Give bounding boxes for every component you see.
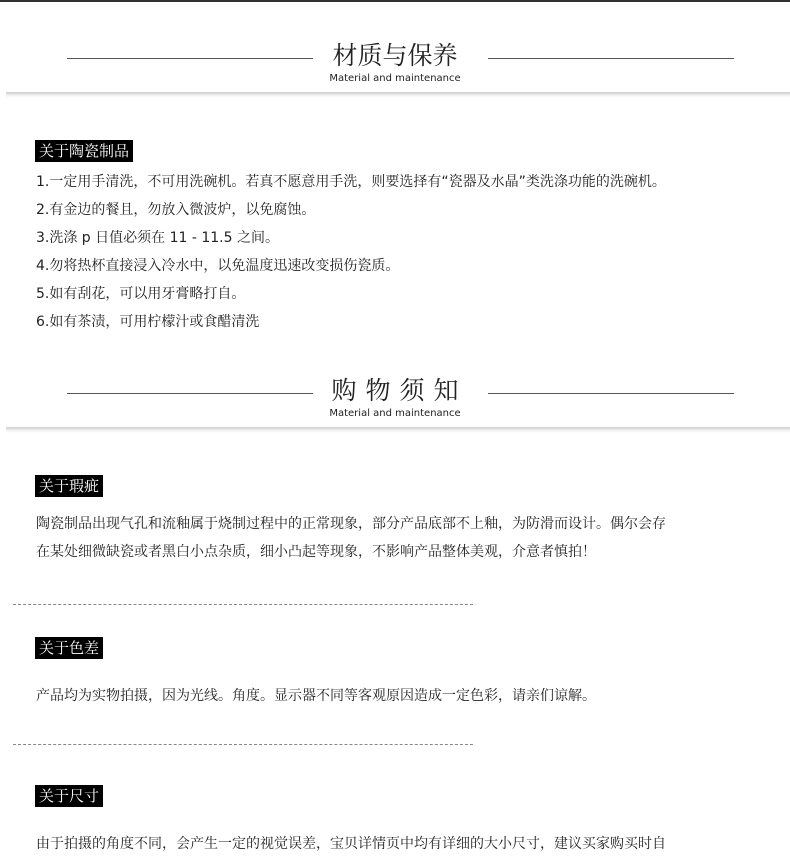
care-item-5: 5.如有刮花，可以用牙膏略打自。 (36, 286, 246, 302)
care-item-3: 3.洗涤 p 日值必须在 11 - 11.5 之间。 (36, 230, 279, 246)
section-subtitle: Material and maintenance (329, 408, 461, 419)
label-flaws: 关于瑕疵 (35, 475, 103, 497)
dashed-divider (13, 744, 473, 745)
section-subtitle: Material and maintenance (329, 73, 461, 84)
label-size: 关于尺寸 (35, 785, 103, 807)
dashed-divider (13, 604, 473, 605)
care-item-2: 2.有金边的餐且，勿放入微波炉，以免腐蚀。 (36, 202, 316, 218)
section-title: 购物须知 (331, 376, 468, 405)
size-text: 由于拍摄的角度不同，会产生一定的视觉误差，宝贝详情页中均有详细的大小尺寸，建议买家购买时自 (36, 836, 666, 852)
care-item-6: 6.如有茶渍，可用柠檬汁或食醋清洗 (36, 314, 260, 330)
header-shadow (6, 92, 790, 98)
flaws-line-1: 陶瓷制品出现气孔和流釉属于烧制过程中的正常现象，部分产品底部不上釉，为防滑而设计。偶尔会存 (36, 516, 666, 532)
section-header-material (0, 40, 790, 100)
care-item-4: 4.勿将热杯直接浸入冷水中，以免温度迅速改变损伤瓷质。 (36, 258, 400, 274)
care-item-1: 1.一定用手清洗，不可用洗碗机。若真不愿意用手洗，则要选择有“瓷器及水晶”类洗涤功能的洗碗机。 (36, 174, 666, 190)
color-difference-text: 产品均为实物拍摄，因为光线。角度。显示器不同等客观原因造成一定色彩，请亲们谅解。 (36, 688, 596, 704)
top-rule (0, 0, 790, 2)
label-color-difference: 关于色差 (35, 637, 103, 659)
section-title: 材质与保养 (332, 41, 458, 70)
header-shadow (6, 427, 790, 433)
flaws-line-2: 在某处细微缺瓷或者黑白小点杂质，细小凸起等现象，不影响产品整体美观，介意者慎拍！ (36, 544, 596, 560)
label-ceramics: 关于陶瓷制品 (35, 140, 133, 162)
section-header-shopping (0, 375, 790, 435)
